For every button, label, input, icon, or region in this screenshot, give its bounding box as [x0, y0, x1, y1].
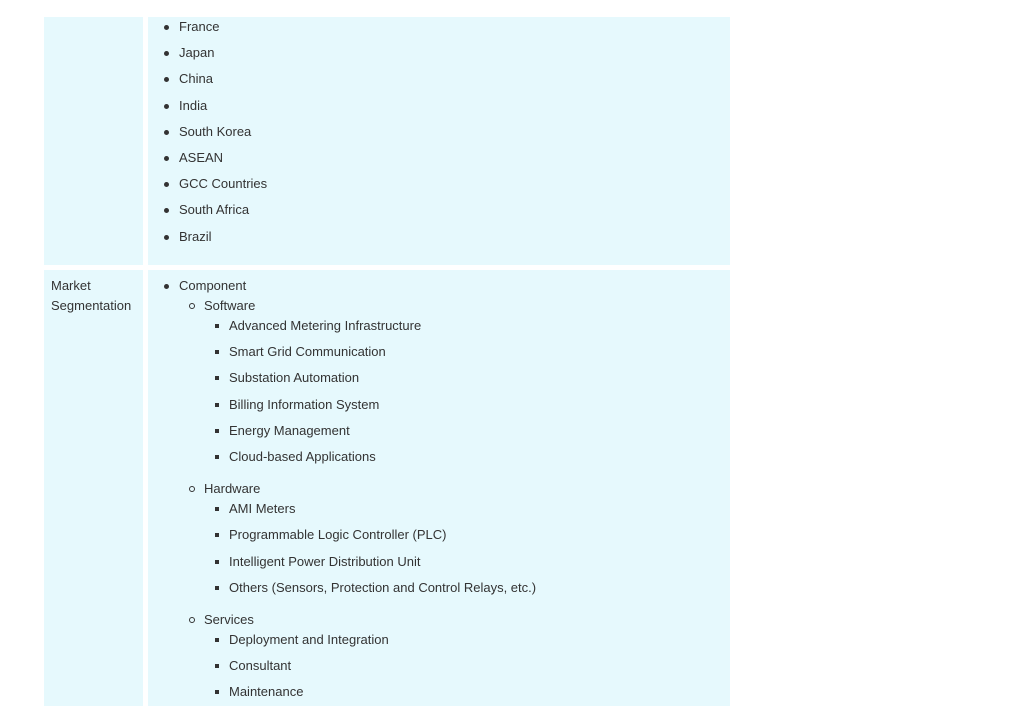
- bullet-disc-icon: [164, 208, 169, 213]
- list-item: India: [148, 96, 730, 122]
- bullet-square-icon: [215, 455, 219, 459]
- list-item-component: Component Software Advanced Metering Infrastructure Smart Grid Communication Substation Automation Billing Information System Energy Management Cloud-based Applications Hardware AMI Meters Programmable Logic Controller (PLC) Intelligent Power Distribution Unit Others (Sensors, Protection and Control Relays, etc.) Services Deployment and Integration Consultant Maintenance: [148, 276, 730, 708]
- list-item: ASEAN: [148, 148, 730, 174]
- bullet-square-icon: [215, 507, 219, 511]
- bullet-square-icon: [215, 403, 219, 407]
- list-item: Programmable Logic Controller (PLC): [204, 525, 730, 551]
- list-item: GCC Countries: [148, 174, 730, 200]
- list-item: South Korea: [148, 122, 730, 148]
- bullet-square-icon: [215, 586, 219, 590]
- country-list: [148, 17, 730, 253]
- bullet-square-icon: [215, 324, 219, 328]
- list-item: Japan: [148, 43, 730, 69]
- services-list: [204, 630, 730, 709]
- bullet-square-icon: [215, 533, 219, 537]
- bullet-circle-icon: [189, 486, 195, 492]
- list-item: Smart Grid Communication: [204, 342, 730, 368]
- hardware-list: [204, 499, 730, 604]
- segment-list: [148, 276, 730, 708]
- group-software: Software Advanced Metering Infrastructure Smart Grid Communication Substation Automation Billing Information System Energy Management Cloud-based Applications: [179, 296, 730, 473]
- countries-label-cell: [44, 17, 143, 265]
- bullet-square-icon: [215, 560, 219, 564]
- market-segmentation-row: [44, 270, 730, 706]
- list-item: Consultant: [204, 656, 730, 682]
- list-item: South Africa: [148, 200, 730, 226]
- software-list: [204, 316, 730, 473]
- bullet-disc-icon: [164, 284, 169, 289]
- bullet-disc-icon: [164, 130, 169, 135]
- market-segmentation-label: Market Segmentation: [44, 270, 143, 706]
- bullet-disc-icon: [164, 156, 169, 161]
- bullet-square-icon: [215, 690, 219, 694]
- list-item: AMI Meters: [204, 499, 730, 525]
- bullet-disc-icon: [164, 51, 169, 56]
- list-item: Advanced Metering Infrastructure: [204, 316, 730, 342]
- bullet-square-icon: [215, 664, 219, 668]
- list-item: Energy Management: [204, 421, 730, 447]
- bullet-circle-icon: [189, 303, 195, 309]
- list-item: France: [148, 17, 730, 43]
- report-scope-table: [44, 17, 730, 706]
- group-services: Services Deployment and Integration Consultant Maintenance: [179, 610, 730, 709]
- list-item: Maintenance: [204, 682, 730, 708]
- list-item: China: [148, 69, 730, 95]
- bullet-square-icon: [215, 429, 219, 433]
- list-item: Intelligent Power Distribution Unit: [204, 552, 730, 578]
- bullet-disc-icon: [164, 25, 169, 30]
- countries-row: [44, 17, 730, 265]
- bullet-disc-icon: [164, 182, 169, 187]
- bullet-disc-icon: [164, 77, 169, 82]
- market-segmentation-cell: [148, 270, 730, 706]
- bullet-disc-icon: [164, 235, 169, 240]
- list-item: Others (Sensors, Protection and Control Relays, etc.): [204, 578, 730, 604]
- list-item: Cloud-based Applications: [204, 447, 730, 473]
- list-item: Billing Information System: [204, 395, 730, 421]
- countries-cell: [148, 17, 730, 265]
- bullet-disc-icon: [164, 104, 169, 109]
- bullet-circle-icon: [189, 617, 195, 623]
- list-item: Substation Automation: [204, 368, 730, 394]
- list-item: Deployment and Integration: [204, 630, 730, 656]
- group-hardware: Hardware AMI Meters Programmable Logic Controller (PLC) Intelligent Power Distribution Unit Others (Sensors, Protection and Control Relays, etc.): [179, 479, 730, 604]
- component-group-list: [179, 296, 730, 708]
- list-item: Brazil: [148, 227, 730, 253]
- bullet-square-icon: [215, 638, 219, 642]
- bullet-square-icon: [215, 350, 219, 354]
- bullet-square-icon: [215, 376, 219, 380]
